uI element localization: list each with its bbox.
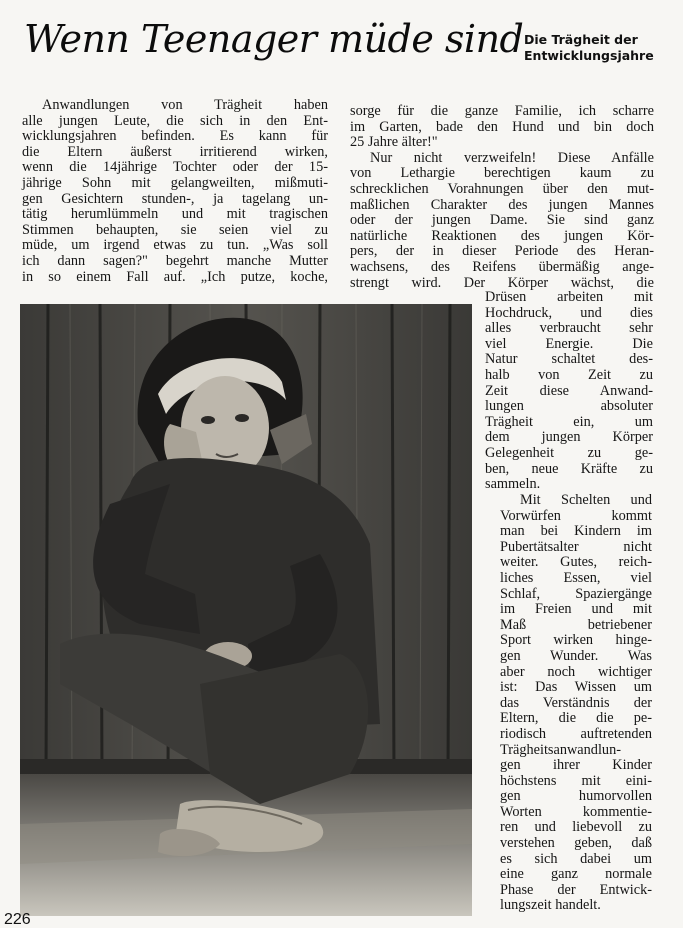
page-number: 226 [4,911,31,928]
text-line: dem jungen Körper [485,429,653,446]
text-line: Hochdruck, und dies [485,304,653,321]
text-line: höchstens mit eini- [500,772,652,789]
text-line: Trägheit ein, um [485,413,653,430]
text-line: müde, um irgend etwas zu tun. „Was soll [22,237,328,254]
text-line: wicklungsjahren befinden. Es kann für [22,128,328,145]
text-line: Zeit diese Anwand- [485,382,653,399]
text-line: im Freien und mit [500,601,652,618]
text-line: gen humorvollen [500,788,652,805]
text-line: es sich dabei um [500,850,652,867]
text-line: wachsens, des Reifens übermäßig ange- [350,258,654,275]
text-line: Anwandlungen von Trägheit haben [42,97,328,113]
text-line: gen ihrer Kinder [500,757,652,774]
text-line: Trägheitsanwandlun- [500,741,621,758]
text-line: eine ganz normale [500,866,652,883]
article-column-right-bottom [500,493,652,914]
text-line: viel Energie. Die [485,335,653,352]
text-line: Vorwürfen kommt [500,507,652,524]
text-line: ist: Das Wissen um [500,679,652,696]
text-line: 25 Jahre älter!" [350,134,438,151]
text-line: in so einem Fall auf. „Ich putze, koche, [22,268,328,285]
text-line: ich dann sagen?" begehrt manche Mutter [22,252,328,269]
text-line: Phase der Entwick- [500,881,652,898]
text-line: man bei Kindern im [500,523,652,540]
text-line: Mit Schelten und [520,492,652,508]
text-line: im Garten, bade den Hund und bin doch [350,118,654,135]
text-line: verstehen geben, daß [500,835,652,852]
text-line: die Eltern äußerst irritierend wirken, [22,143,328,160]
teenager-photo [20,304,472,916]
text-line: wenn die 14jährige Tochter oder der 15- [22,159,328,176]
article-column-right-middle [485,290,653,493]
text-line: lungszeit handelt. [500,897,601,914]
text-line: liches Essen, viel [500,569,652,586]
text-line: ren und liebevoll zu [500,819,652,836]
text-line: ben, neue Kräfte zu [485,460,653,477]
text-line: Gelegenheit zu ge- [485,444,653,461]
photo-illustration [20,304,472,916]
subtitle-line-1: Die Trägheit der [524,32,638,47]
text-line: Nur nicht verzweifeln! Diese Anfälle [370,149,654,166]
text-line: Natur schaltet des- [485,351,653,368]
article-subtitle [524,32,674,64]
text-line: von Lethargie berechtigen kaum zu [350,165,654,182]
text-line: schrecklichen Vorahnungen über den mut- [350,180,654,197]
text-line: jährige Sohn mit gelangweilten, mißmuti- [22,174,328,191]
article-column-right-top [350,104,654,291]
text-line: Stimmen behaupten, sie seien viel zu [22,221,328,238]
article-column-left [22,98,328,285]
text-line: riodisch auftretenden [500,725,652,742]
text-line: Schlaf, Spaziergänge [500,585,652,602]
text-line: Worten kommentie- [500,803,652,820]
text-line: lungen absoluter [485,398,653,415]
text-line: gen Gesichtern stunden-, ja tagelang un- [22,190,328,207]
text-line: tätig herumlümmeln und mit tragischen [22,206,328,223]
text-line: Maß betriebener [500,616,652,633]
text-line: Sport wirken hinge- [500,632,652,649]
text-line: maßlichen Charakter des jungen Mannes [350,196,654,213]
text-line: oder der jungen Dame. Sie sind ganz [350,212,654,229]
text-line: sorge für die ganze Familie, ich scharre [350,103,654,119]
text-line: Pubertätsalter nicht [500,538,652,555]
text-line: Drüsen arbeiten mit [485,289,653,305]
text-line: Eltern, die die pe- [500,710,652,727]
text-line: alle jungen Leute, die sich in den Ent- [22,112,328,129]
text-line: pers, der in dieser Periode des Heran- [350,243,654,260]
text-line: alles verbraucht sehr [485,320,653,337]
text-line: gen Wunder. Was [500,647,652,664]
text-line: das Verständnis der [500,694,652,711]
text-line: weiter. Gutes, reich- [500,554,652,571]
text-line: strengt wird. Der Körper wächst, die [350,274,654,291]
subtitle-line-2: Entwicklungsjahre [524,48,654,63]
text-line: natürliche Reaktionen des jungen Kör- [350,227,654,244]
text-line: aber noch wichtiger [500,663,652,680]
article-title: Wenn Teenager müde sind [24,17,524,61]
text-line: halb von Zeit zu [485,366,653,383]
text-line: sammeln. [485,476,541,493]
